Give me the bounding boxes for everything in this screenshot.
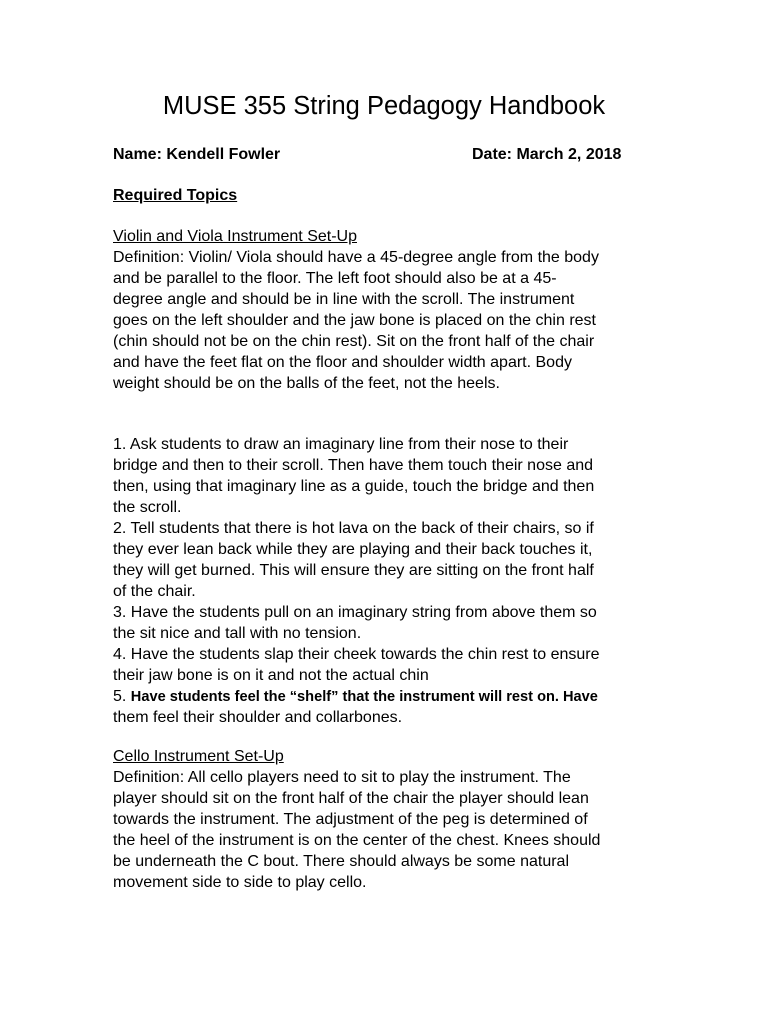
violin-viola-heading: Violin and Viola Instrument Set-Up — [113, 228, 357, 245]
tip-line: 1. Ask students to draw an imaginary line from their nose to their — [113, 436, 569, 453]
violin-definition-line: and be parallel to the floor. The left foot should also be at a 45- — [113, 270, 557, 287]
tip-5-line — [113, 686, 658, 707]
violin-tips-list — [113, 434, 658, 728]
violin-definition-line: weight should be on the balls of the feet, not the heels. — [113, 375, 500, 392]
violin-definition-line: and have the feet flat on the floor and shoulder width apart. Body — [113, 354, 572, 371]
tip-line: they will get burned. This will ensure they are sitting on the front half — [113, 562, 594, 579]
required-topics-heading: Required Topics — [113, 187, 238, 204]
tip-line: then, using that imaginary line as a guide, touch the bridge and then — [113, 478, 595, 495]
cello-definition-line: player should sit on the front half of the chair the player should lean — [113, 790, 589, 807]
tip-5-number: 5. — [113, 688, 131, 705]
tip-line: they ever lean back while they are playing and their back touches it, — [113, 541, 593, 558]
tip-line: 2. Tell students that there is hot lava on the back of their chairs, so if — [113, 520, 594, 537]
document-date: Date: March 2, 2018 — [472, 146, 622, 163]
tip-line: 3. Have the students pull on an imaginary string from above them so — [113, 604, 597, 621]
tip-line: 4. Have the students slap their cheek towards the chin rest to ensure — [113, 646, 600, 663]
violin-viola-section — [113, 226, 658, 394]
tip-line: the sit nice and tall with no tension. — [113, 625, 362, 642]
violin-definition-line: degree angle and should be in line with the scroll. The instrument — [113, 291, 575, 308]
author-name: Name: Kendell Fowler — [113, 146, 281, 163]
cello-definition-line: be underneath the C bout. There should always be some natural — [113, 853, 569, 870]
tip-line: of the chair. — [113, 583, 196, 600]
violin-definition-line: (chin should not be on the chin rest). Sit on the front half of the chair — [113, 333, 595, 350]
cello-definition-line: movement side to side to play cello. — [113, 874, 367, 891]
cello-definition-line: the heel of the instrument is on the center of the chest. Knees should — [113, 832, 601, 849]
page-title: MUSE 355 String Pedagogy Handbook — [162, 92, 606, 120]
cello-heading: Cello Instrument Set-Up — [113, 748, 284, 765]
tip-line: their jaw bone is on it and not the actual chin — [113, 667, 429, 684]
tip-line: them feel their shoulder and collarbones. — [113, 709, 403, 726]
violin-definition-line: goes on the left shoulder and the jaw bone is placed on the chin rest — [113, 312, 596, 329]
tip-5-bold-text: Have students feel the “shelf” that the instrument will rest on. Have — [130, 689, 598, 705]
meta-row — [113, 145, 653, 167]
violin-definition-line: Definition: Violin/ Viola should have a 45-degree angle from the body — [113, 249, 599, 266]
cello-definition-line: towards the instrument. The adjustment of the peg is determined of — [113, 811, 588, 828]
cello-section — [113, 746, 658, 893]
cello-definition-line: Definition: All cello players need to sit to play the instrument. The — [113, 769, 571, 786]
tip-line: the scroll. — [113, 499, 182, 516]
tip-line: bridge and then to their scroll. Then have them touch their nose and — [113, 457, 594, 474]
